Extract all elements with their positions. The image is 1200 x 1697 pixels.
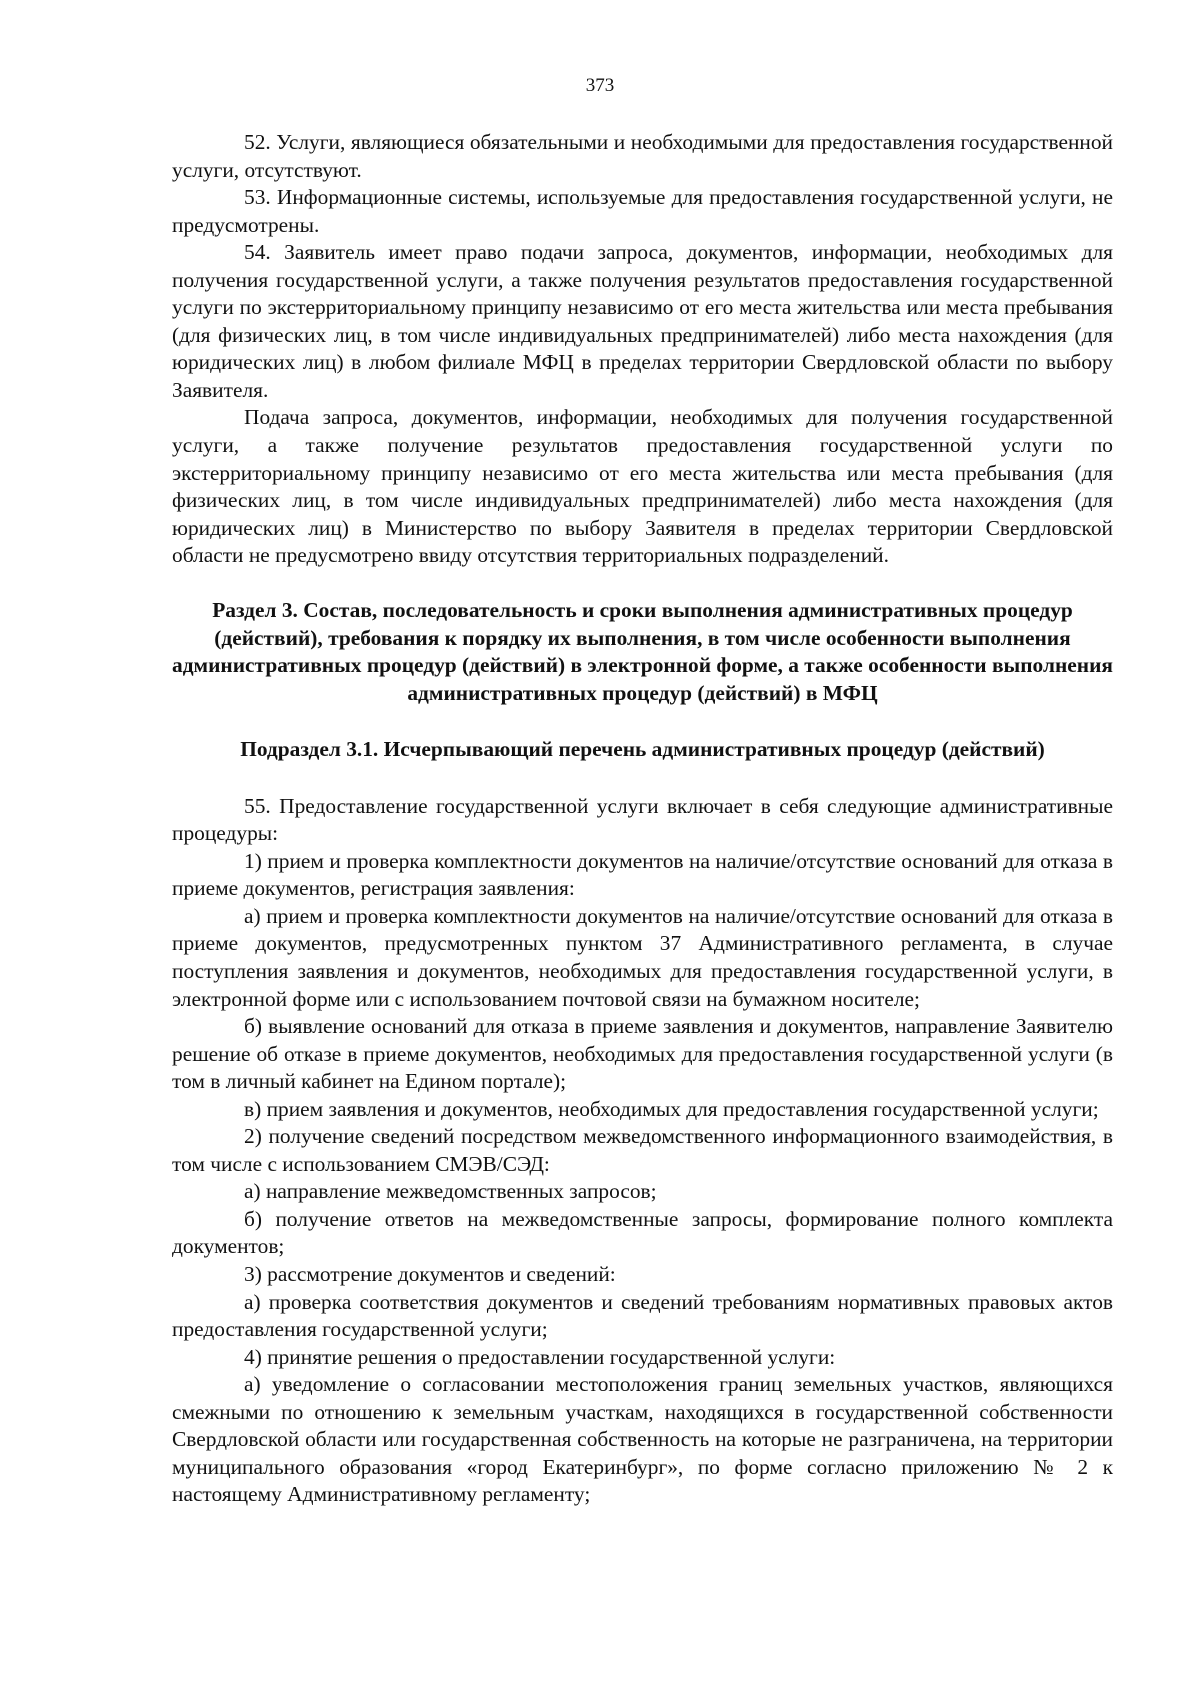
paragraph-55: 55. Предоставление государственной услуги включает в себя следующие административные процедуры: [172,793,1113,846]
page-number: 373 [585,75,615,96]
list-item-1b: б) выявление оснований для отказа в приеме заявления и документов, направление Заявителю решение об отказе в приеме документов, необходимых для предоставления государственной услуги (в том в личный кабинет на Едином портале); [172,1014,1113,1094]
spacer [172,570,1113,597]
list-item-4a: а) уведомление о согласовании местоположения границ земельных участков, являющихся смежными по отношению к земельным участкам, находящихся в государственной собственности Свердловской области или государственная собственность на которые не разграничена, на территории муниципального образования «город Екатеринбург», по форме согласно приложению № 2 к настоящему Административному регламенту; [172,1372,1113,1507]
paragraph-52: 52. Услуги, являющиеся обязательными и необходимыми для предоставления государственной услуги, отсутствуют. [172,130,1113,182]
paragraph-54: 54. Заявитель имеет право подачи запроса, документов, информации, необходимых для получения государственной услуги, а также получения результатов предоставления государственной услуги по экстерриториальному принципу независимо от его места жительства или места пребывания (для физических лиц, в том числе индивидуальных предпринимателей) либо места нахождения (для юридических лиц) в любом филиале МФЦ в пределах территории Свердловской области по выбору Заявителя. [172,240,1113,402]
list-item-1: 1) прием и проверка комплектности документов на наличие/отсутствие оснований для отказа в приеме документов, регистрация заявления: [172,848,1113,901]
spacer [172,764,1113,793]
list-item-1c: в) прием заявления и документов, необходимых для предоставления государственной услуги; [244,1096,1099,1121]
list-item-2a: а) направление межведомственных запросов; [244,1179,657,1204]
subsection-heading: Подраздел 3.1. Исчерпывающий перечень административных процедур (действий) [240,736,1045,761]
list-item-3: 3) рассмотрение документов и сведений: [244,1262,616,1287]
list-item-3a: а) проверка соответствия документов и сведений требованиям нормативных правовых актов предоставления государственной услуги; [172,1289,1113,1342]
list-item-2: 2) получение сведений посредством межведомственного информационного взаимодействия, в том числе с использованием СМЭВ/СЭД: [172,1124,1113,1176]
document-body [172,129,1113,1509]
paragraph-54-continuation: Подача запроса, документов, информации, необходимых для получения государственной услуги, а также получение результатов предоставления государственной услуги по экстерриториальному принципу независимо от его места жительства или места пребывания (для физических лиц, в том числе индивидуальных предпринимателей) либо места нахождения (для юридических лиц) в Министерство по выбору Заявителя в пределах территории Свердловской области не предусмотрено ввиду отсутствия территориальных подразделений. [172,405,1113,568]
section-heading: Раздел 3. Состав, последовательность и сроки выполнения административных процедур (действий), требования к порядку их выполнения, в том числе особенности выполнения административных процедур (действий) в электронной форме, а также особенности выполнения административных процедур (действий) в МФЦ [172,597,1113,706]
list-item-1a: а) прием и проверка комплектности документов на наличие/отсутствие оснований для отказа в приеме документов, предусмотренных пунктом 37 Административного регламента, в случае поступления заявления и документов, необходимых для предоставления государственной услуги, в электронной форме или с использованием почтовой связи на бумажном носителе; [172,903,1113,1011]
paragraph-53: 53. Информационные системы, используемые для предоставления государственной услуги, не предусмотрены. [172,185,1113,237]
spacer [172,708,1113,736]
list-item-4: 4) принятие решения о предоставлении государственной услуги: [244,1344,836,1369]
list-item-2b: б) получение ответов на межведомственные запросы, формирование полного комплекта документов; [172,1206,1113,1259]
